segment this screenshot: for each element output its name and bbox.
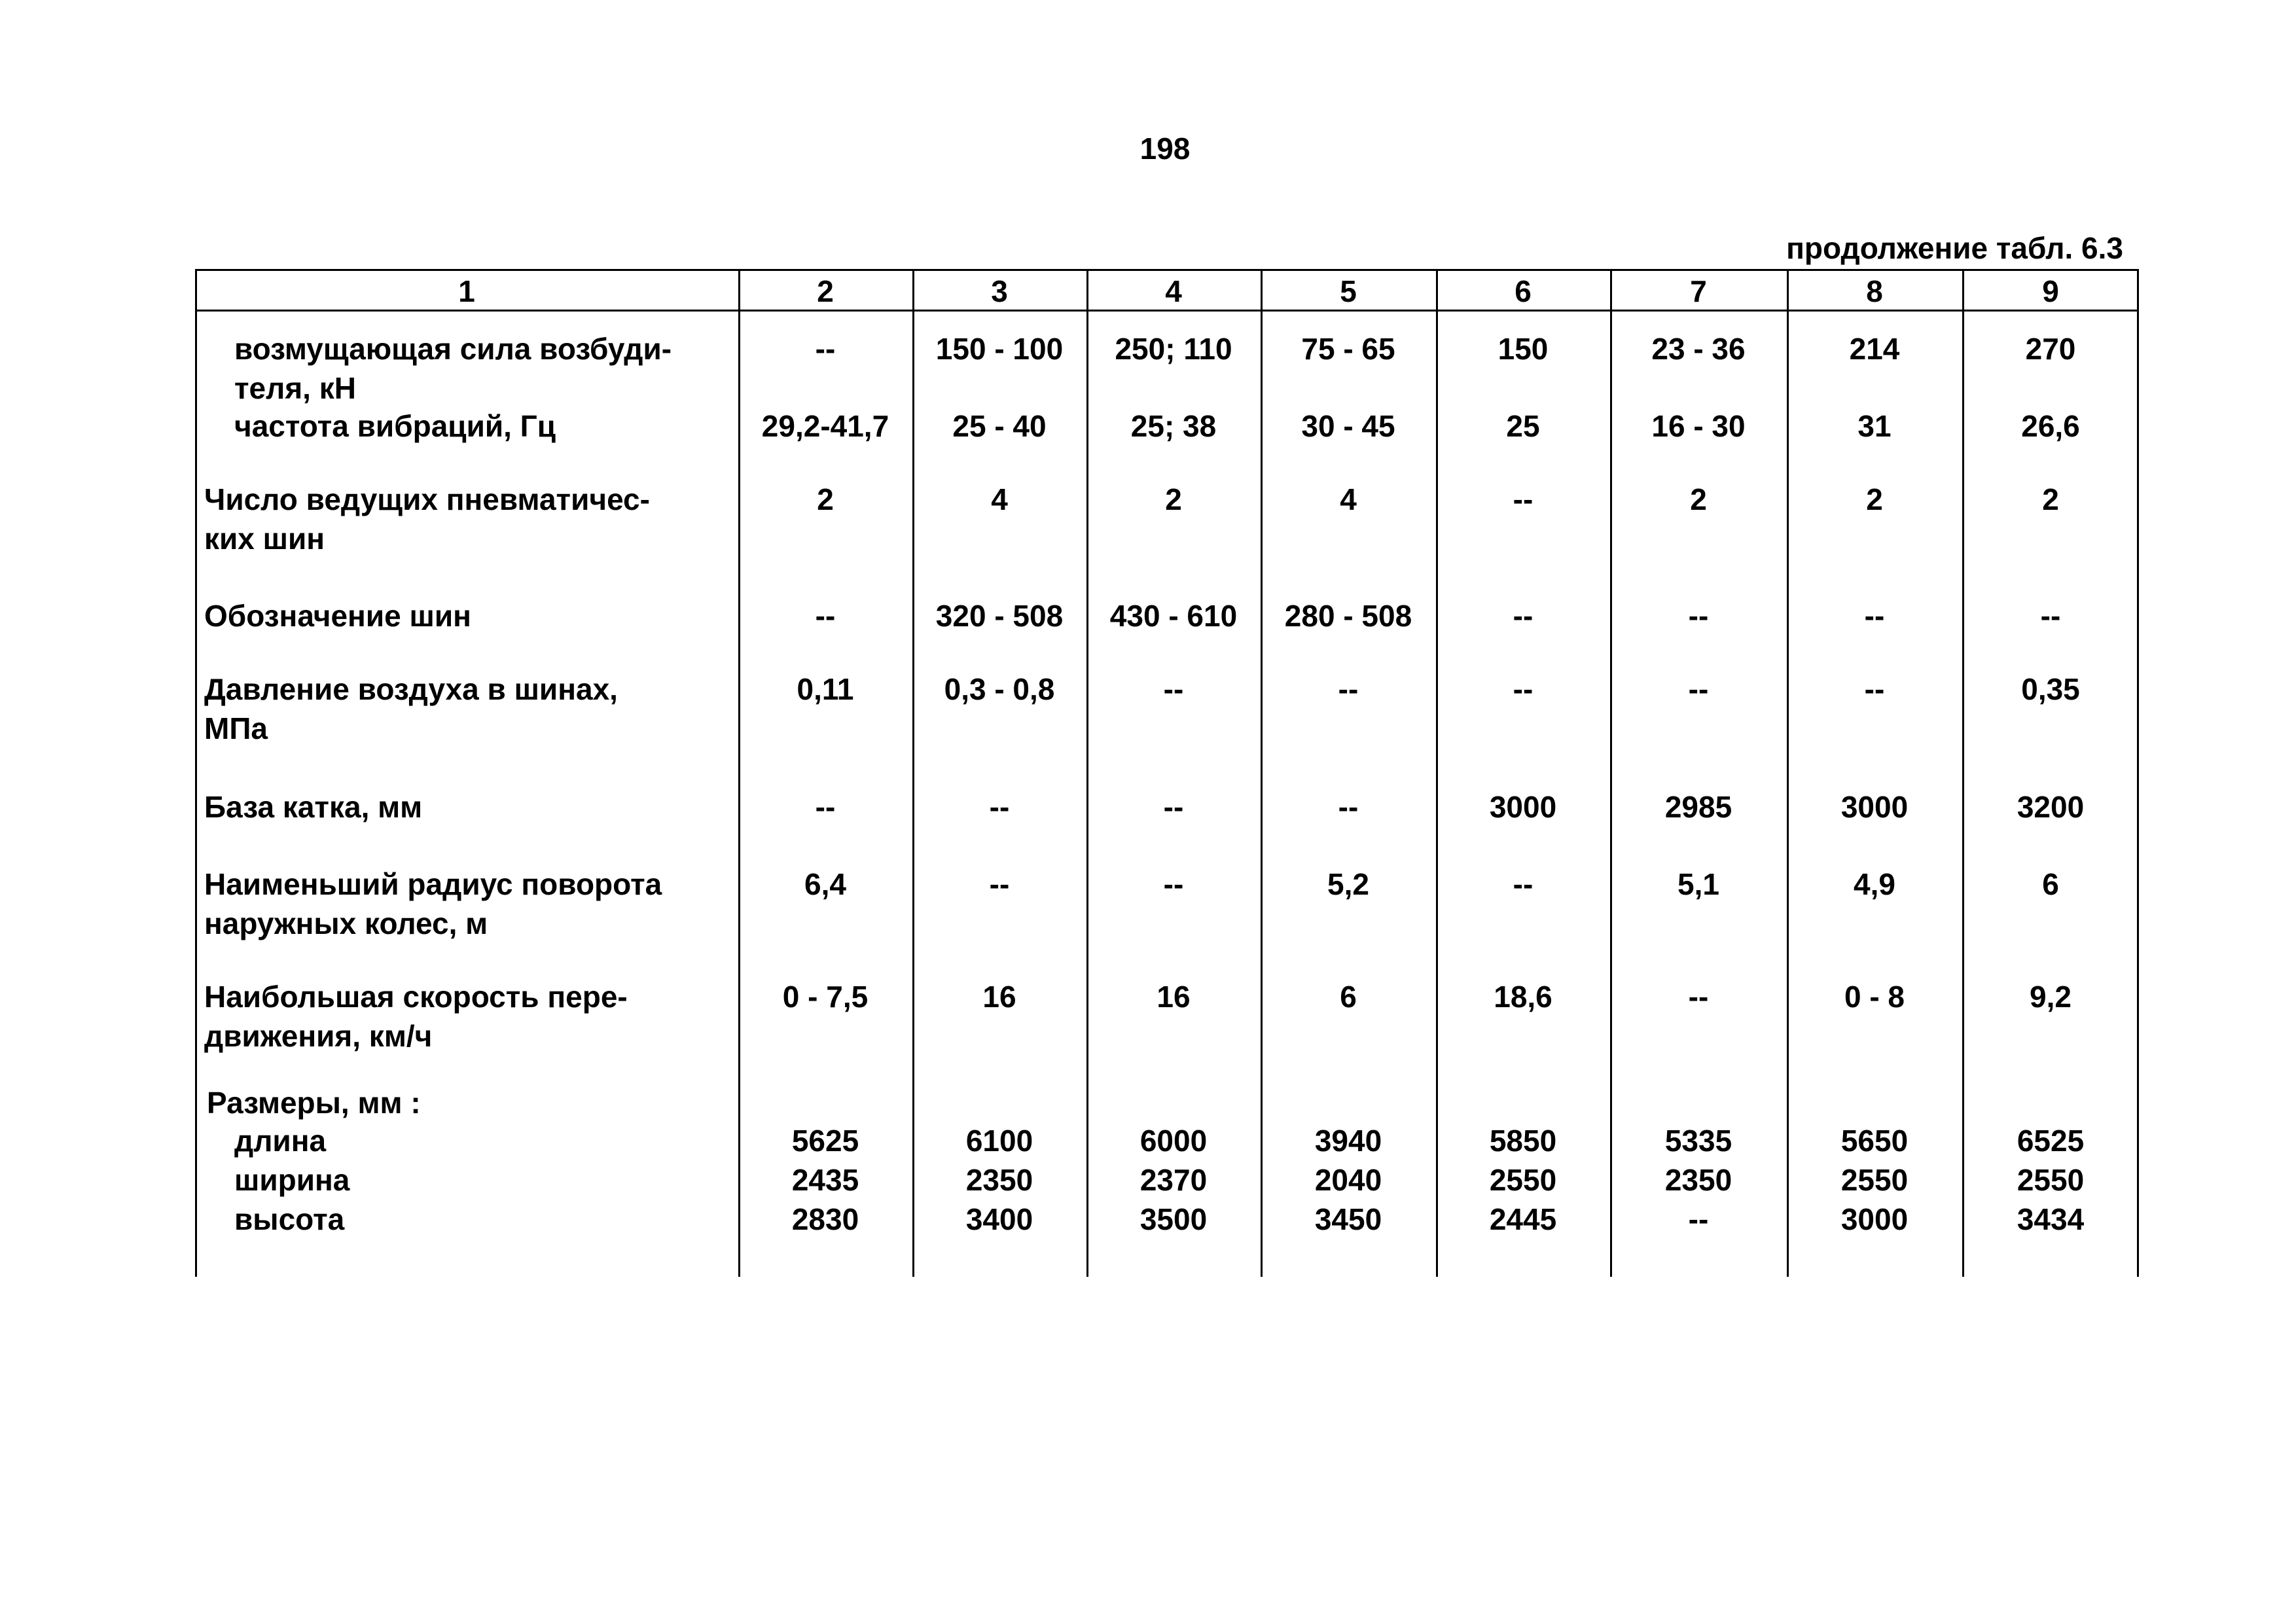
table-cell: 2 <box>1690 482 1707 516</box>
table-cell: 18,6 <box>1494 980 1552 1014</box>
column-header-2: 2 <box>817 274 834 308</box>
row-label: Наименьший радиус поворота <box>204 867 662 901</box>
dimension-label: длина <box>234 1124 327 1158</box>
table-cell: 25 - 40 <box>952 409 1047 443</box>
table-cell: -- <box>1864 672 1885 706</box>
table-cell: 2370 <box>1139 1163 1208 1197</box>
table-cell: 2 <box>1165 482 1182 516</box>
dimension-label: ширина <box>234 1163 350 1197</box>
table-cell: -- <box>1688 980 1709 1014</box>
table-cell: 2550 <box>1489 1163 1557 1197</box>
row-label: База катка, мм <box>204 790 423 824</box>
header-bottom-border <box>195 310 2139 312</box>
table-cell: 250; 110 <box>1115 332 1232 366</box>
column-header-8: 8 <box>1866 274 1883 308</box>
table-cell: 4 <box>991 482 1008 516</box>
table-cell: -- <box>1688 672 1709 706</box>
table-cell: 2 <box>2042 482 2059 516</box>
column-header-9: 9 <box>2042 274 2059 308</box>
row-label: частота вибраций, Гц <box>234 409 556 443</box>
table-caption: продолжение табл. 6.3 <box>1786 231 2123 265</box>
table-cell: 270 <box>2025 332 2076 366</box>
row-label: Наибольшая скорость пере- <box>204 980 628 1014</box>
table-cell: 26,6 <box>2021 409 2080 443</box>
table-cell: 16 <box>1157 980 1191 1014</box>
table-cell: 2435 <box>791 1163 859 1197</box>
dimensions-label: Размеры, мм : <box>207 1086 421 1120</box>
table-cell: 23 - 36 <box>1651 332 1746 366</box>
table-cell: -- <box>1513 599 1534 633</box>
table-cell: -- <box>1688 1202 1709 1236</box>
table-cell: 6 <box>1340 980 1357 1014</box>
row-label: наружных колес, м <box>204 906 488 940</box>
table-cell: 2550 <box>1840 1163 1909 1197</box>
table-cell: -- <box>1163 672 1184 706</box>
table-cell: 0 - 7,5 <box>782 980 869 1014</box>
table-cell: 320 - 508 <box>935 599 1064 633</box>
table-cell: 5,1 <box>1677 867 1719 901</box>
table-cell: -- <box>1513 482 1534 516</box>
table-cell: 3400 <box>965 1202 1033 1236</box>
table-cell: 3000 <box>1840 790 1909 824</box>
table-cell: 0,11 <box>797 672 854 706</box>
table-cell: -- <box>1338 790 1359 824</box>
table-cell: 6 <box>2042 867 2059 901</box>
table-cell: 2550 <box>2017 1163 2085 1197</box>
table-cell: 6000 <box>1139 1124 1208 1158</box>
table-cell: 2830 <box>791 1202 859 1236</box>
row-label: ких шин <box>204 522 325 556</box>
row-label: движения, км/ч <box>204 1019 433 1053</box>
table-cell: 3434 <box>2017 1202 2085 1236</box>
spec-table <box>195 269 2139 1277</box>
table-cell: -- <box>989 790 1010 824</box>
table-cell: 25; 38 <box>1130 409 1217 443</box>
table-cell: -- <box>815 790 836 824</box>
table-cell: 3000 <box>1840 1202 1909 1236</box>
table-cell: -- <box>815 332 836 366</box>
table-cell: 30 - 45 <box>1301 409 1395 443</box>
table-cell: 3500 <box>1139 1202 1208 1236</box>
table-cell: 2985 <box>1664 790 1732 824</box>
table-cell: 3000 <box>1489 790 1557 824</box>
table-cell: 2040 <box>1314 1163 1382 1197</box>
table-cell: 0,3 - 0,8 <box>944 672 1055 706</box>
column-header-3: 3 <box>991 274 1008 308</box>
table-cell: 25 <box>1506 409 1540 443</box>
table-cell: 6525 <box>2017 1124 2085 1158</box>
table-cell: 9,2 <box>2030 980 2072 1014</box>
table-cell: 3450 <box>1314 1202 1382 1236</box>
table-top-border <box>195 269 2139 271</box>
table-cell: -- <box>1513 867 1534 901</box>
table-cell: 2350 <box>1664 1163 1732 1197</box>
table-cell: 4,9 <box>1854 867 1895 901</box>
table-cell: -- <box>2040 599 2061 633</box>
row-label: возмущающая сила возбуди- <box>234 332 672 366</box>
table-cell: 5850 <box>1489 1124 1557 1158</box>
table-cell: -- <box>989 867 1010 901</box>
table-cell: 75 - 65 <box>1301 332 1395 366</box>
row-label: МПа <box>204 711 268 745</box>
table-cell: 5335 <box>1664 1124 1732 1158</box>
table-cell: 0,35 <box>2021 672 2080 706</box>
page-number: 198 <box>1139 132 1191 166</box>
table-cell: -- <box>1163 867 1184 901</box>
table-cell: -- <box>1338 672 1359 706</box>
column-header-4: 4 <box>1165 274 1182 308</box>
table-cell: 31 <box>1857 409 1892 443</box>
table-cell: 5650 <box>1840 1124 1909 1158</box>
table-cell: 430 - 610 <box>1109 599 1238 633</box>
table-cell: 2350 <box>965 1163 1033 1197</box>
row-label: Обозначение шин <box>204 599 471 633</box>
table-cell: 5625 <box>791 1124 859 1158</box>
column-header-6: 6 <box>1515 274 1532 308</box>
column-header-5: 5 <box>1340 274 1357 308</box>
row-label: Давление воздуха в шинах, <box>204 672 618 706</box>
table-cell: 150 - 100 <box>935 332 1064 366</box>
table-cell: 280 - 508 <box>1284 599 1412 633</box>
table-cell: 29,2-41,7 <box>761 409 889 443</box>
table-cell: 214 <box>1849 332 1900 366</box>
table-cell: 6100 <box>965 1124 1033 1158</box>
table-cell: 0 - 8 <box>1844 980 1905 1014</box>
table-cell: -- <box>1513 672 1534 706</box>
table-cell: 6,4 <box>804 867 846 901</box>
column-header-1: 1 <box>458 274 475 308</box>
table-cell: 4 <box>1340 482 1357 516</box>
table-cell: 2 <box>817 482 834 516</box>
table-cell: 16 - 30 <box>1651 409 1746 443</box>
table-cell: 3940 <box>1314 1124 1382 1158</box>
table-cell: 5,2 <box>1327 867 1369 901</box>
table-cell: 2 <box>1866 482 1883 516</box>
table-cell: -- <box>1864 599 1885 633</box>
table-cell: -- <box>1163 790 1184 824</box>
row-label: Число ведущих пневматичес- <box>204 482 650 516</box>
table-cell: 16 <box>982 980 1016 1014</box>
table-cell: 3200 <box>2017 790 2085 824</box>
column-divider <box>195 269 197 1277</box>
table-cell: -- <box>815 599 836 633</box>
dimension-label: высота <box>234 1202 345 1236</box>
row-label: теля, кН <box>234 371 356 405</box>
table-cell: 150 <box>1498 332 1549 366</box>
column-header-7: 7 <box>1690 274 1707 308</box>
table-cell: -- <box>1688 599 1709 633</box>
table-cell: 2445 <box>1489 1202 1557 1236</box>
